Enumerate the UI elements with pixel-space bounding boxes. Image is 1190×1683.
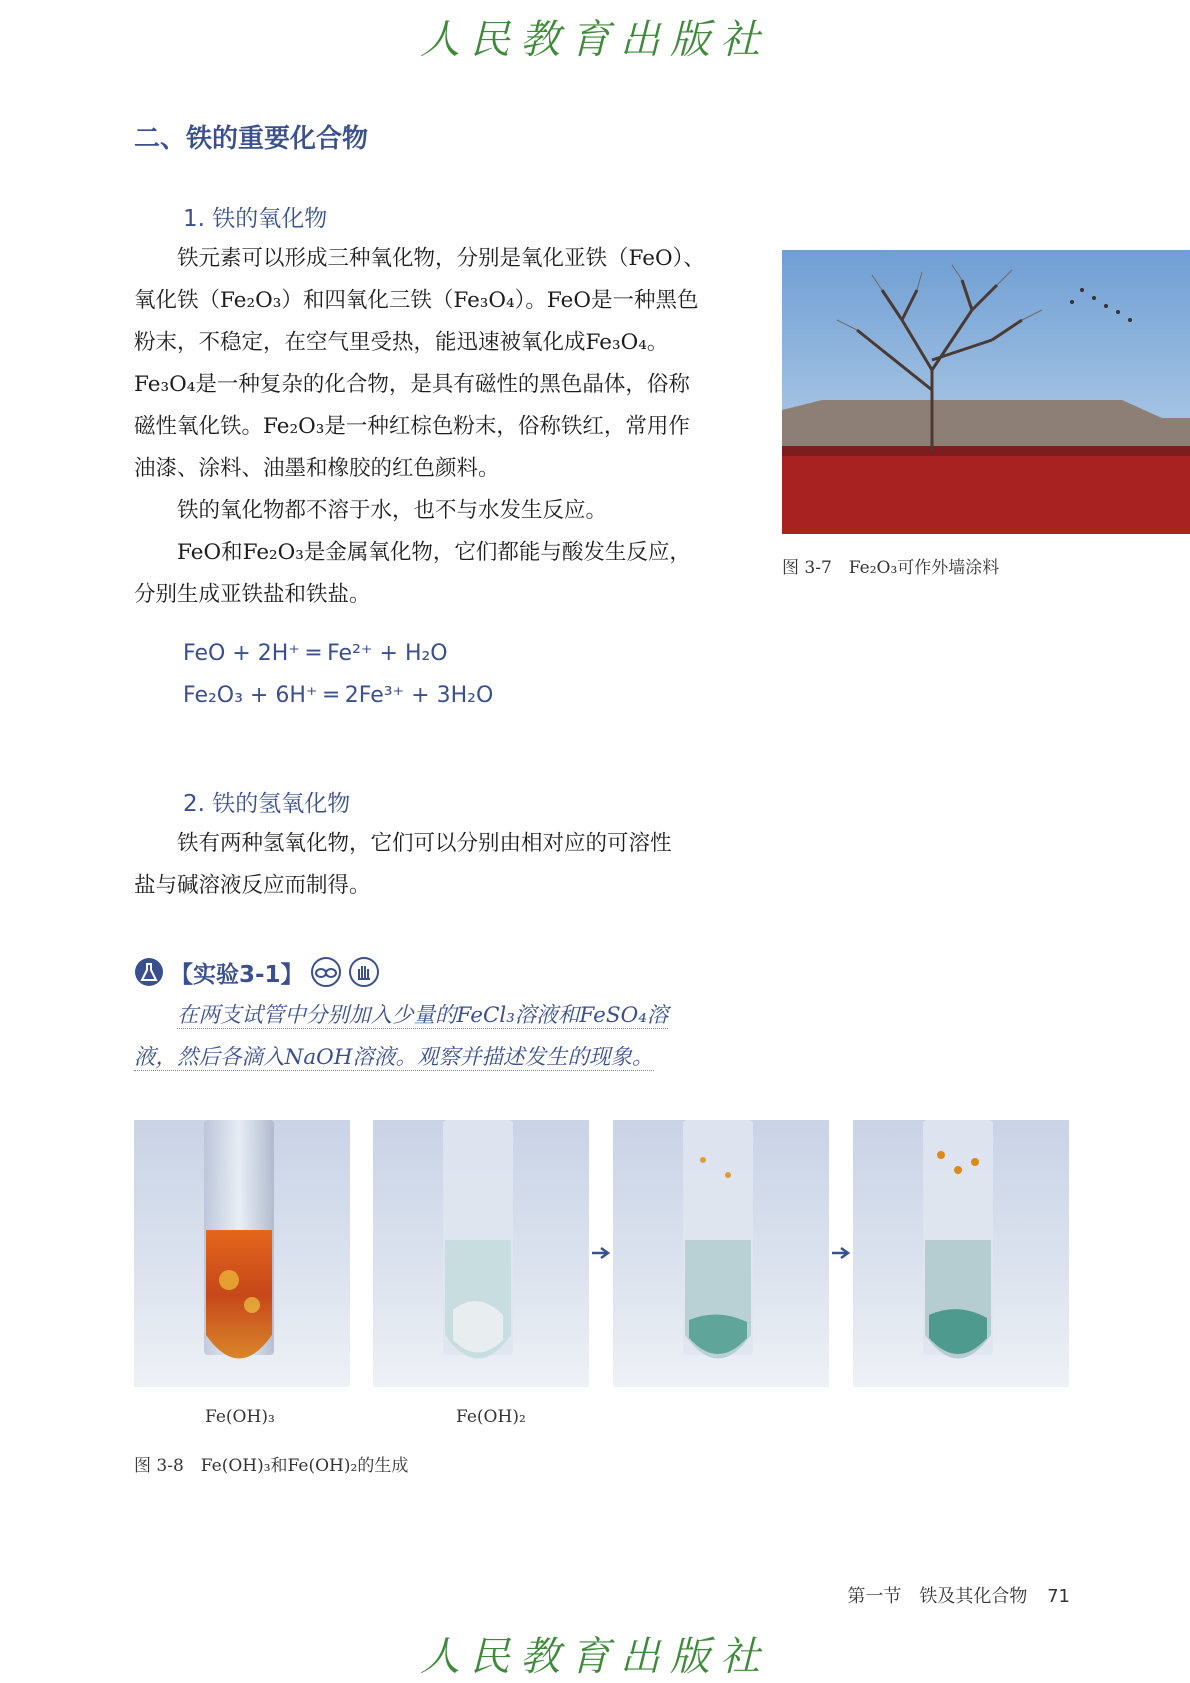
wall-photo-illustration <box>782 250 1190 534</box>
para1-line: 氧化铁（Fe₂O₃）和四氧化三铁（Fe₃O₄）。FeO是一种黑色 <box>134 288 699 313</box>
para1-line: 磁性氧化铁。Fe₂O₃是一种红棕色粉末，俗称铁红，常用作 <box>134 414 690 439</box>
experiment-header <box>134 954 380 990</box>
experiment-instructions <box>134 995 754 1079</box>
page-number: 71 <box>1047 1586 1070 1607</box>
tube-photo-feoh2-initial <box>373 1120 589 1387</box>
experiment-line: 在两支试管中分别加入少量的FeCl₃溶液和FeSO₄溶 <box>177 1003 669 1028</box>
paragraph-hydroxides <box>134 823 754 907</box>
experiment-title: 【实验3-1】 <box>170 961 304 988</box>
subsection-title-oxides: 1. 铁的氧化物 <box>183 206 328 232</box>
figure-3-8-caption: 图 3-8 Fe(OH)₃和Fe(OH)₂的生成 <box>134 1456 409 1476</box>
publisher-logo: 人民教育出版社 <box>420 17 770 63</box>
goggles-icon <box>310 957 342 987</box>
figure-wall-photo <box>782 250 1190 534</box>
equation-feo: FeO + 2H⁺ ═ Fe²⁺ + H₂O <box>183 641 448 666</box>
section-title: 二、铁的重要化合物 <box>134 124 369 154</box>
para4-line: 铁有两种氢氧化物，它们可以分别由相对应的可溶性 <box>177 831 672 856</box>
test-tube-brown-green-precipitate <box>853 1120 1069 1387</box>
flask-icon <box>134 957 164 987</box>
para1-line: 油漆、涂料、油墨和橡胶的红色颜料。 <box>134 456 500 481</box>
test-tube-red-precipitate <box>134 1120 350 1387</box>
publisher-logo-footer: 人民教育出版社 <box>420 1634 770 1680</box>
experiment-line: 液，然后各滴入NaOH溶液。观察并描述发生的现象。 <box>134 1045 654 1070</box>
subsection-title-hydroxides: 2. 铁的氢氧化物 <box>183 791 351 817</box>
arrow-right-icon <box>592 1245 612 1261</box>
tube-photo-feoh2-oxidized <box>853 1120 1069 1387</box>
tube-label-feoh3: Fe(OH)₃ <box>205 1407 275 1427</box>
tube-photo-feoh3 <box>134 1120 350 1387</box>
chapter-title: 第一节 铁及其化合物 <box>847 1586 1028 1607</box>
para1-line: 铁元素可以形成三种氧化物，分别是氧化亚铁（FeO）、 <box>177 246 705 271</box>
para3-line: FeO和Fe₂O₃是金属氧化物，它们都能与酸发生反应， <box>177 540 691 565</box>
glove-icon <box>348 957 380 987</box>
paragraph-insoluble: 铁的氧化物都不溶于水，也不与水发生反应。 <box>177 498 608 523</box>
para3-line: 分别生成亚铁盐和铁盐。 <box>134 582 371 607</box>
equation-fe2o3: Fe₂O₃ + 6H⁺ ═ 2Fe³⁺ + 3H₂O <box>183 683 494 708</box>
figure-3-7-caption: 图 3-7 Fe₂O₃可作外墙涂料 <box>782 558 1000 578</box>
paragraph-oxides <box>134 238 754 616</box>
tube-photo-feoh2-oxidizing <box>613 1120 829 1387</box>
para1-line: Fe₃O₄是一种复杂的化合物，是具有磁性的黑色晶体，俗称 <box>134 372 690 397</box>
tube-label-feoh2: Fe(OH)₂ <box>456 1407 526 1427</box>
running-footer <box>847 1582 1070 1608</box>
test-tube-white-precipitate <box>373 1120 589 1387</box>
arrow-right-icon <box>832 1245 852 1261</box>
test-tube-greenish-precipitate <box>613 1120 829 1387</box>
para4-line: 盐与碱溶液反应而制得。 <box>134 873 371 898</box>
para1-line: 粉末，不稳定，在空气里受热，能迅速被氧化成Fe₃O₄。 <box>134 330 669 355</box>
